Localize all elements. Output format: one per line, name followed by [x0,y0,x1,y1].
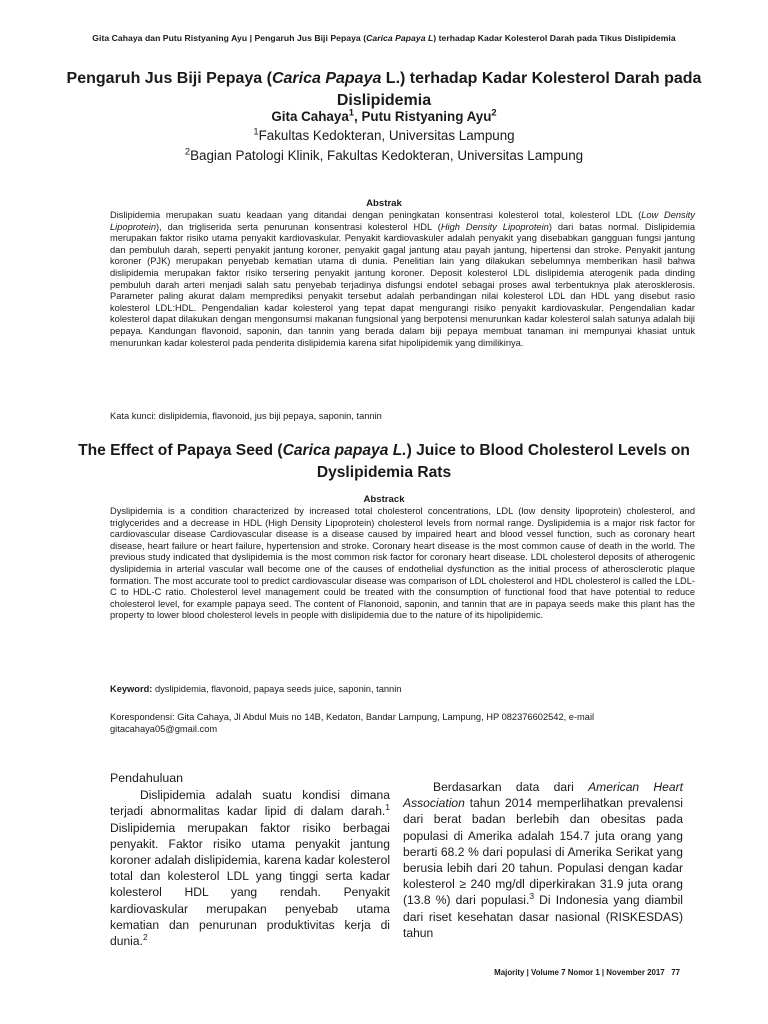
citation-2: 2 [142,932,148,942]
title-en-part2: ) Juice to Blood Cholesterol Levels on Dyslipidemia Rats [316,442,690,481]
abstract-id-hdl-term: High Density Lipoprotein [440,221,549,232]
affiliation-2-text: Bagian Patologi Klinik, Fakultas Kedokteran, Universitas Lampung [190,148,584,163]
abstract-id-heading: Abstrak [366,198,402,209]
author-2: Putu Ristyaning Ayu [361,109,492,124]
intro-p1-text-cont: Dislipidemia merupakan faktor risiko berbagai penyakit. Faktor risiko utama penyakit jantung koroner adalah dislipidemia, karena kadar kolesterol total dan kolesterol LDL yang tinggi serta kadar kolesterol HDL yang rendah. Penyakit kardiovaskular merupakan penyebab utama kematian dan penurunan produktivitas kerja di dunia. [110,820,390,949]
author-1: Gita Cahaya [271,109,349,124]
author-2-sup: 2 [491,107,497,118]
abstract-id-text [110,210,695,349]
title-en-species: Carica papaya L. [282,442,407,459]
title-en-part1: The Effect of Papaya Seed ( [78,442,283,459]
page-number: 77 [671,968,680,977]
affiliation-1-text: Fakultas Kedokteran, Universitas Lampung [258,128,515,143]
page-footer [460,968,680,977]
abstract-id-part2: ), dan trigliserida serta penurunan konsentrasi kolesterol HDL ( [156,221,441,232]
running-head-text-end: ) terhadap Kadar Kolesterol Darah pada Tikus Dislipidemia [433,33,676,43]
affiliation-2 [0,147,768,165]
intro-p2-text: Berdasarkan data dari [433,780,589,794]
abstract-en-text: Dyslipidemia is a condition characterized by increased total cholesterol concentrations, LDL (low density lipoprotein) cholesterol, and triglycerides and a decrease in HDL (High Density Lipoprotein) cholesterol levels from normal range. Dyslipidemia is a major risk factor for cardiovascular disease Cardiovascular disease is a disease caused by impaired heart and blood vessel function, such as coronary heart disease, heart failure or heart failure, hypertension and stroke. Coronary heart disease is the most common cause of death in the world. The previous study indicated that dyslipidemia is the most common risk factor for coronary heart disease. LDL cholesterol deposits of atherogenic dyslipidemia in arterial vascular wall become one of the causes of endothelial dysfunction as the initial process of atherosclerotic plaque formation. The most accurate tool to predict cardiovascular disease was comparison of LDL cholesterol and HDL cholesterol is called the LDL-C to HDL-C ratio. Cholesterol level management could be treated with the consumption of functional food that have potential to reduce cholesterol level, for example papaya seed. The content of Flanonoid, saponin, and tannin that are in papaya seeds make this plant has the property to lower blood cholesterol levels in people with dislipidemia due to the nature of its hipolipidemic. [110,506,695,621]
intro-p1-text: Dislipidemia adalah suatu kondisi dimana terjadi abnormalitas kadar lipid di dalam darah. [110,788,390,819]
footer-journal: Majority | Volume 7 Nomor 1 | November 2017 [494,968,665,977]
section-heading-introduction: Pendahuluan [110,771,184,785]
abstract-id-part1: Dislipidemia merupakan suatu keadaan yang ditandai dengan peningkatan konsentrasi kolesterol total, kolesterol LDL ( [110,210,642,220]
authors [0,108,768,126]
body-column-right [403,779,683,941]
abstract-id-ldl-term: Low Density Lipoprotein [110,210,695,232]
keywords-id-label: Kata kunci: [110,411,156,421]
title-id-species: Carica Papaya [271,70,382,87]
correspondence-email: gitacahaya05@gmail.com [110,724,218,734]
author-1-sup: 1 [348,107,354,118]
abstract-en-heading: Abstrack [363,494,405,505]
intro-paragraph-1 [110,787,390,949]
title-id-part2: L.) terhadap Kadar Kolesterol Darah pada Dislipidemia [336,70,702,109]
citation-1: 1 [385,802,390,813]
intro-paragraph-2 [403,779,683,941]
keywords-id [110,410,710,422]
title-english [70,440,698,484]
affiliation-2-sup: 2 [184,146,191,157]
intro-p2-aha: American Heart Association [403,780,683,811]
correspondence-line-1: Korespondensi: Gita Cahaya, Jl Abdul Muis no 14B, Kedaton, Bandar Lampung, Lampung, HP 082376602542, e-mail [110,712,595,722]
affiliation-1 [0,127,768,145]
citation-3: 3 [529,891,535,902]
running-head [0,33,768,43]
author-separator: , [354,109,362,124]
keywords-en-label: Keyword: [110,684,153,694]
title-indonesian [60,68,708,112]
running-head-species: Carica Papaya L [366,33,434,43]
intro-p2-text-end: Di Indonesia yang diambil dari riset kesehatan dasar nasional (RISKESDAS) tahun [403,893,683,940]
abstract-id-part3: ) dari batas normal. Dislipidemia merupakan faktor risiko utama penyakit kardiovaskular. Penyakit kardiovaskuler adalah penyakit yang disebabkan gangguan fungsi jantung dan pembuluh darah, seperti penyakit jantung koroner, penyakit gagal jantung atau payah jantung, hipertensi dan stroke. Penyakit jantung koroner (PJK) merupakan penyebab kematian utama di dunia. Penelitian lain yang dilakukan sebelumnya memberikan hasil bahwa dislipidemia merupakan faktor risiko tersering penyakit jantung koroner. Deposit kolesterol LDL dislipidemia aterogenik pada dinding pembuluh darah arteri menjadi salah satu penyebab terjadinya disfungsi endotel sebagai proses awal terbentuknya plak aterosklerosis. Parameter paling akurat dalam memprediksi penyakit tersebut adalah perbandingan nilai kolesterol LDL dan HDL yang disebut rasio kolesterol LDL:HDL. Pengendalian kadar kolesterol yang tepat dapat mengurangi risiko penyakit kardiovaskular. Pengendalian kadar kolesterol dapat dilakukan dengan mengonsumsi makanan fungsional yang berpotensi menurunkan kadar kolesterol salah satunya adalah biji pepaya. Kandungan flavonoid, saponin, dan tannin yang berada dalam biji pepaya membuat tanaman ini mempunyai khasiat untuk menurunkan kadar kolesterol pada penderita dislipidemia karena sifat hipolipidemik yang dimilikinya. [110,221,695,348]
keywords-en [110,683,710,695]
keywords-id-text: dislipidemia, flavonoid, jus biji pepaya, saponin, tannin [156,411,382,421]
intro-p2-text-cont: tahun 2014 memperlihatkan prevalensi dari berat badan berlebih dan obesitas pada populasi di Amerika adalah 154.7 juta orang yang berarti 68.2 % dari populasi di Amerika Serikat yang berusia lebih dari 20 tahun. Populasi dengan kadar kolesterol ≥ 240 mg/dl diperkirakan 31.9 juta orang (13.8 %) dari populasi. [403,796,683,908]
keywords-en-text: dyslipidemia, flavonoid, papaya seeds juice, saponin, tannin [152,684,402,694]
affiliation-1-sup: 1 [253,126,259,137]
body-column-left [110,770,390,949]
running-head-text: Gita Cahaya dan Putu Ristyaning Ayu | Pengaruh Jus Biji Pepaya ( [92,33,367,43]
correspondence [110,711,710,735]
title-id-part1: Pengaruh Jus Biji Pepaya ( [66,70,272,87]
